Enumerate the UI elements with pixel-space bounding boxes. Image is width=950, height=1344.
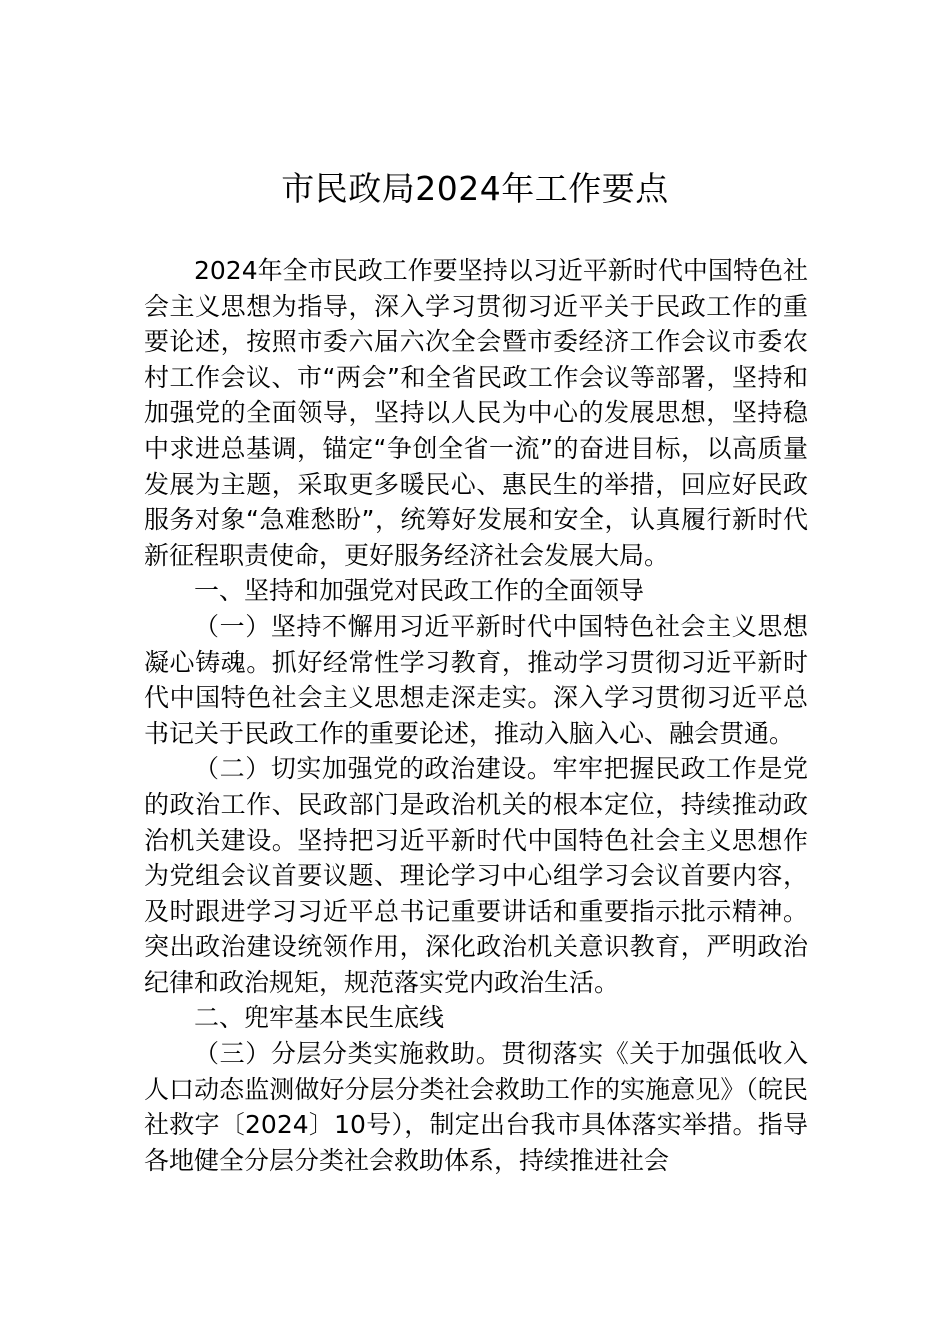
paragraph-item-2: （二）切实加强党的政治建设。牢牢把握民政工作是党的政治工作、民政部门是政治机关的根本定位，持续推动政治机关建设。坚持把习近平新时代中国特色社会主义思想作为党组会议首要议题、理论学习中心组学习会议首要内容，及时跟进学习习近平总书记重要讲话和重要指示批示精神。突出政治建设统领作用，深化政治机关意识教育，严明政治纪律和政治规矩，规范落实党内政治生活。 [144, 754, 808, 997]
paragraph-item-3: （三）分层分类实施救助。贯彻落实《关于加强低收入人口动态监测做好分层分类社会救助工作的实施意见》（皖民社救字〔2024〕10号），制定出台我市具体落实举措。指导各地健全分层分类社会救助体系，持续推进社会 [144, 1039, 808, 1175]
paragraph-item-1: （一）坚持不懈用习近平新时代中国特色社会主义思想凝心铸魂。抓好经常性学习教育，推动学习贯彻习近平新时代中国特色社会主义思想走深走实。深入学习贯彻习近平总书记关于民政工作的重要论述，推动入脑入心、融会贯通。 [144, 611, 808, 748]
section-heading-2: 二、兜牢基本民生底线 [194, 1003, 445, 1033]
section-heading-1: 一、坚持和加强党对民政工作的全面领导 [194, 576, 645, 606]
document-body [144, 253, 808, 1178]
document-title: 市民政局2024年工作要点 [281, 169, 669, 208]
intro-paragraph: 2024年全市民政工作要坚持以习近平新时代中国特色社会主义思想为指导，深入学习贯彻习近平关于民政工作的重要论述，按照市委六届六次全会暨市委经济工作会议市委农村工作会议、市“两会”和全省民政工作会议等部署，坚持和加强党的全面领导，坚持以人民为中心的发展思想，坚持稳中求进总基调，锚定“争创全省一流”的奋进目标，以高质量发展为主题，采取更多暖民心、惠民生的举措，回应好民政服务对象“急难愁盼”，统筹好发展和安全，认真履行新时代新征程职责使命，更好服务经济社会发展大局。 [144, 256, 808, 570]
